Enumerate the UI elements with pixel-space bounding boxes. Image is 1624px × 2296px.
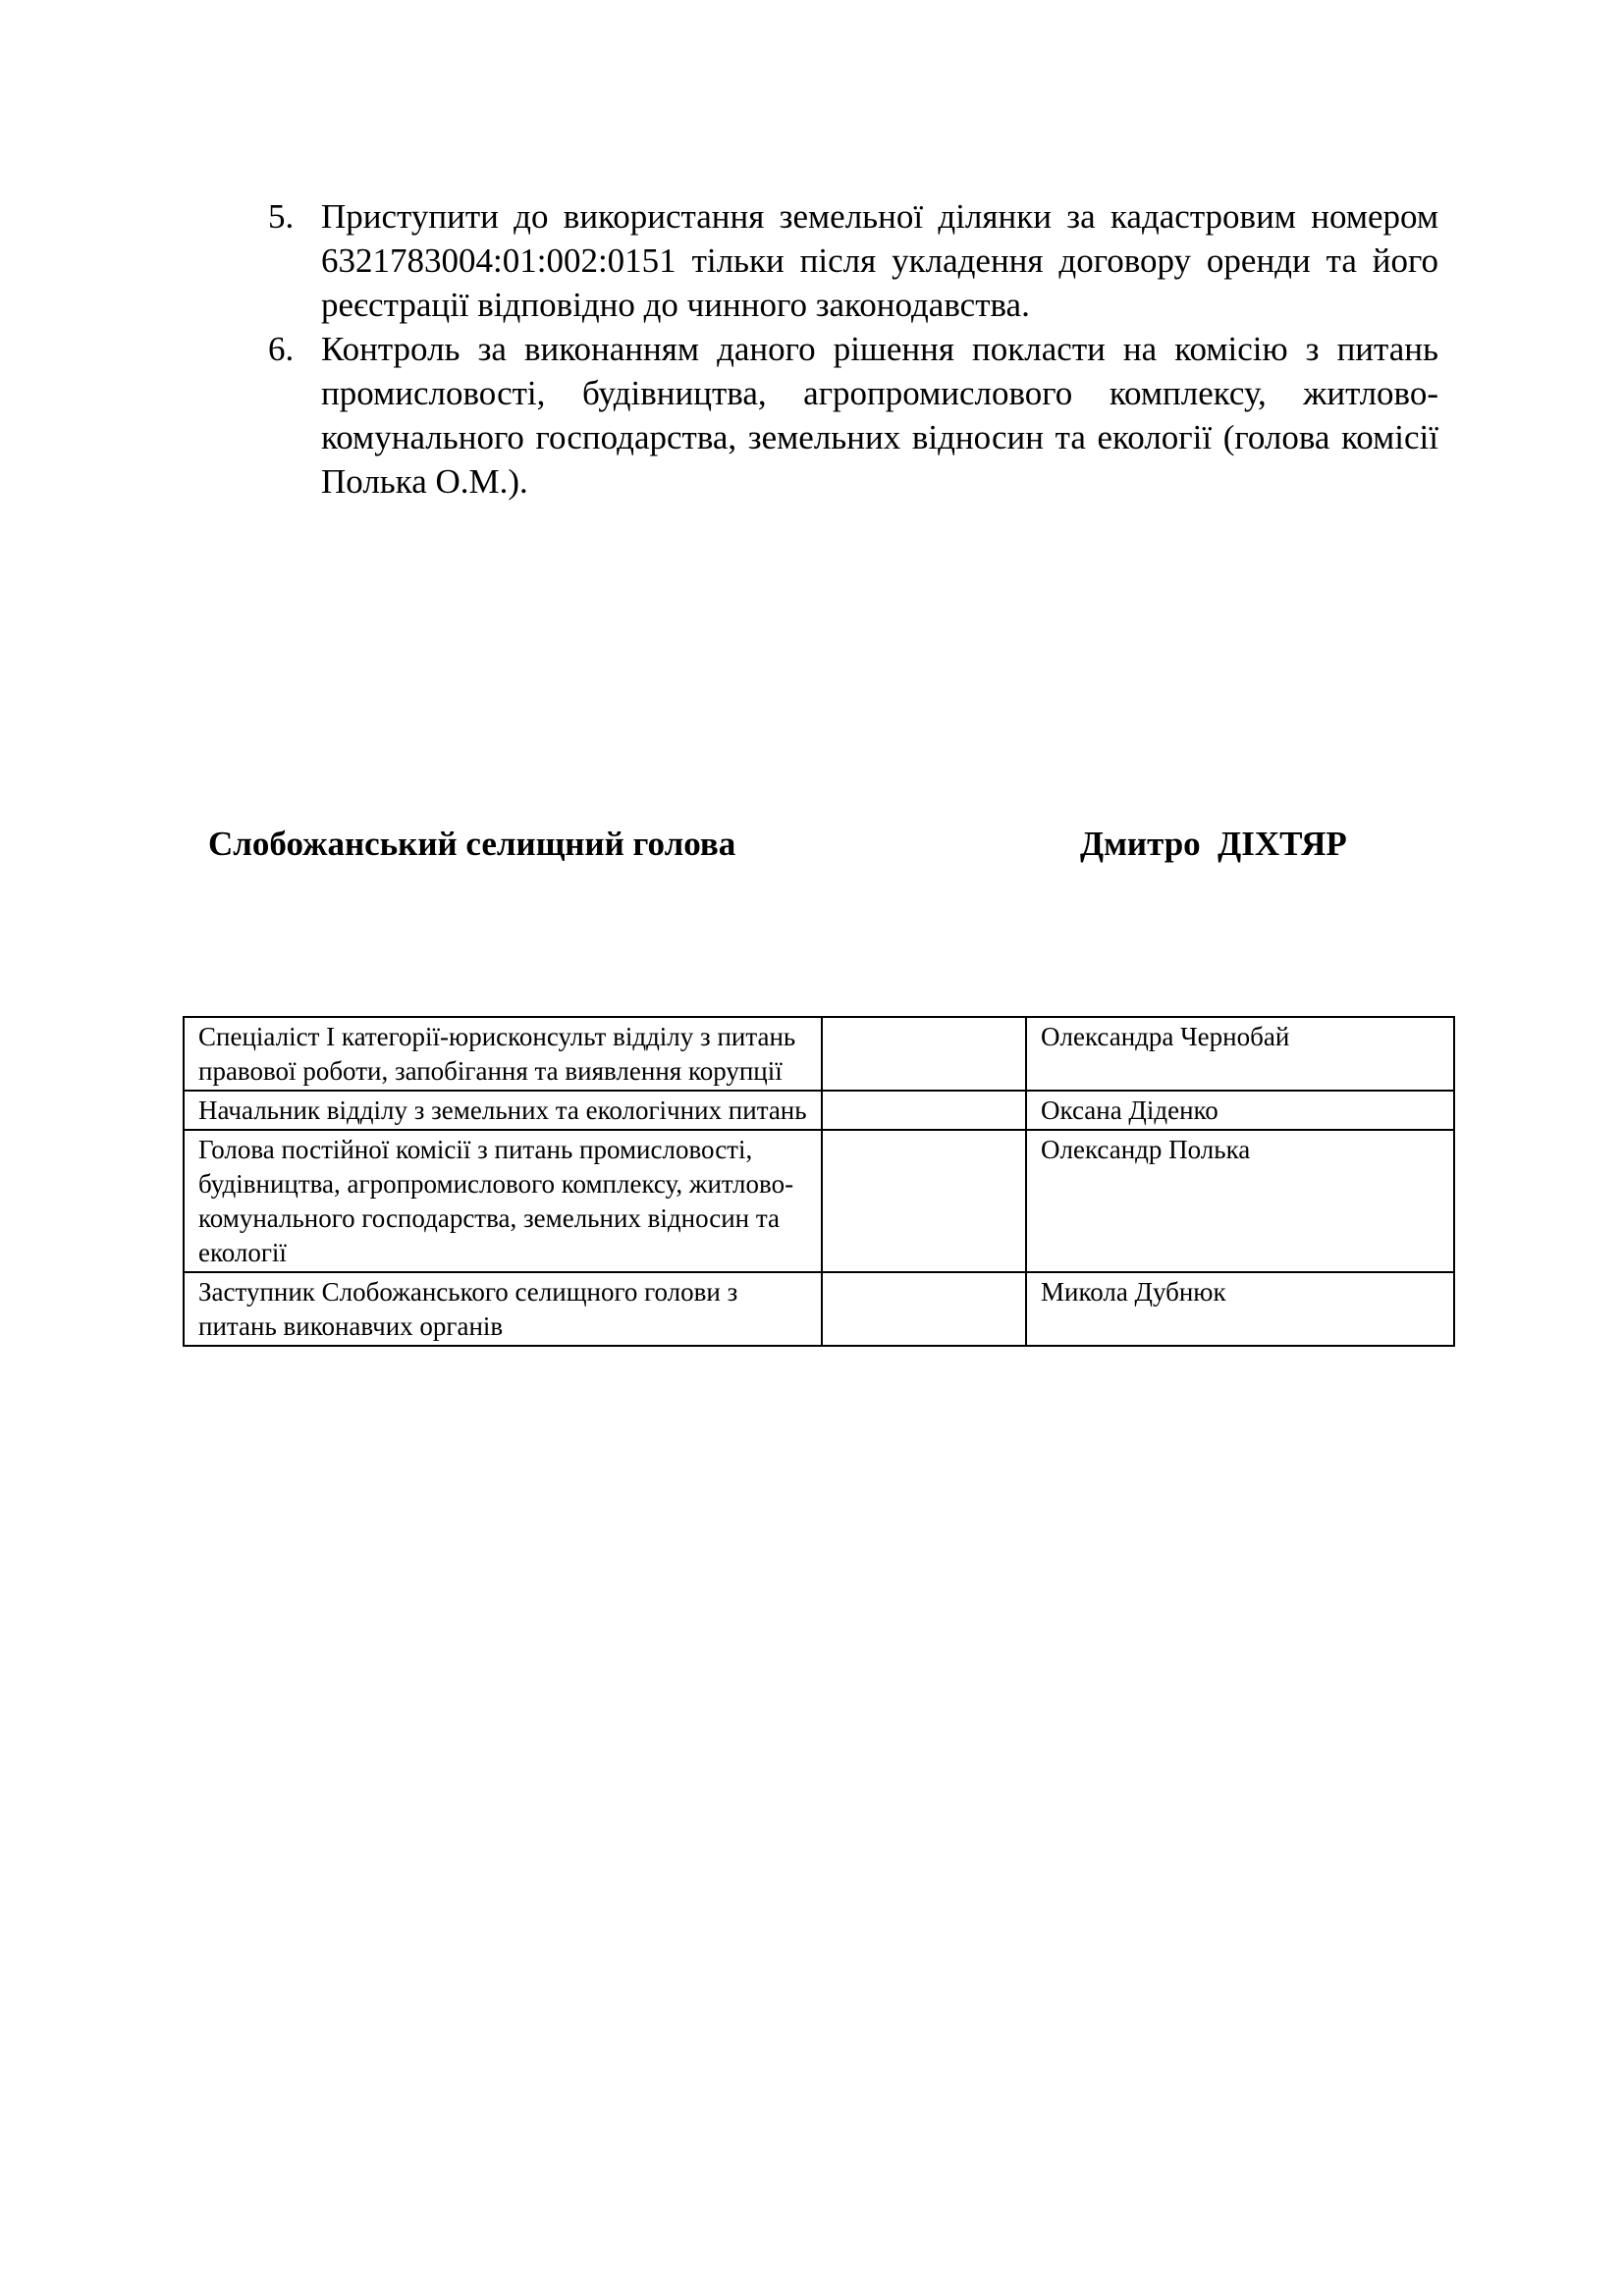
decision-item-number: 5. <box>268 197 295 236</box>
decision-item-text: Приступити до використання земельної ділянки за кадастровим номером 6321783004:01:002:0151 тільки після укладення договору оренди та його реєстрації відповідно до чинного законодавства. <box>321 197 1438 324</box>
table-row <box>184 1130 1454 1272</box>
approver-name: Микола Дубнюк <box>1026 1272 1454 1346</box>
decision-item-text: Контроль за виконанням даного рішення покласти на комісію з питань промисловості, будівництва, агропромислового комплексу, житлово-комунального господарства, земельних відносин та екології (голова комісії Полька О.М.). <box>321 330 1438 501</box>
approver-signature-cell <box>822 1091 1026 1130</box>
approver-signature-cell <box>822 1272 1026 1346</box>
approver-name: Оксана Діденко <box>1026 1091 1454 1130</box>
signatory-title: Слобожанський селищний голова <box>208 825 736 863</box>
signature-block <box>0 821 1624 868</box>
approver-name: Олександра Чернобай <box>1026 1017 1454 1091</box>
decision-item-number: 6. <box>268 330 295 368</box>
approver-signature-cell <box>822 1017 1026 1091</box>
approver-position: Заступник Слобожанського селищного голови з питань виконавчих органів <box>184 1272 822 1346</box>
approver-signature-cell <box>822 1130 1026 1272</box>
approver-position: Голова постійної комісії з питань промисловості, будівництва, агропромислового комплексу, житлово-комунального господарства, земельних відносин та екології <box>184 1130 822 1272</box>
approval-table <box>183 1016 1455 1347</box>
decision-item-5 <box>268 194 1438 327</box>
approver-position: Начальник відділу з земельних та екологічних питань <box>184 1091 822 1130</box>
table-row <box>184 1091 1454 1130</box>
decision-item-6 <box>268 327 1438 504</box>
table-row <box>184 1272 1454 1346</box>
approver-name: Олександр Полька <box>1026 1130 1454 1272</box>
decision-items-list <box>268 194 1438 504</box>
approver-position: Спеціаліст І категорії-юрисконсульт відділу з питань правової роботи, запобігання та виявлення корупції <box>184 1017 822 1091</box>
table-row <box>184 1017 1454 1091</box>
signatory-name: Дмитро ДІХТЯР <box>1080 825 1347 863</box>
